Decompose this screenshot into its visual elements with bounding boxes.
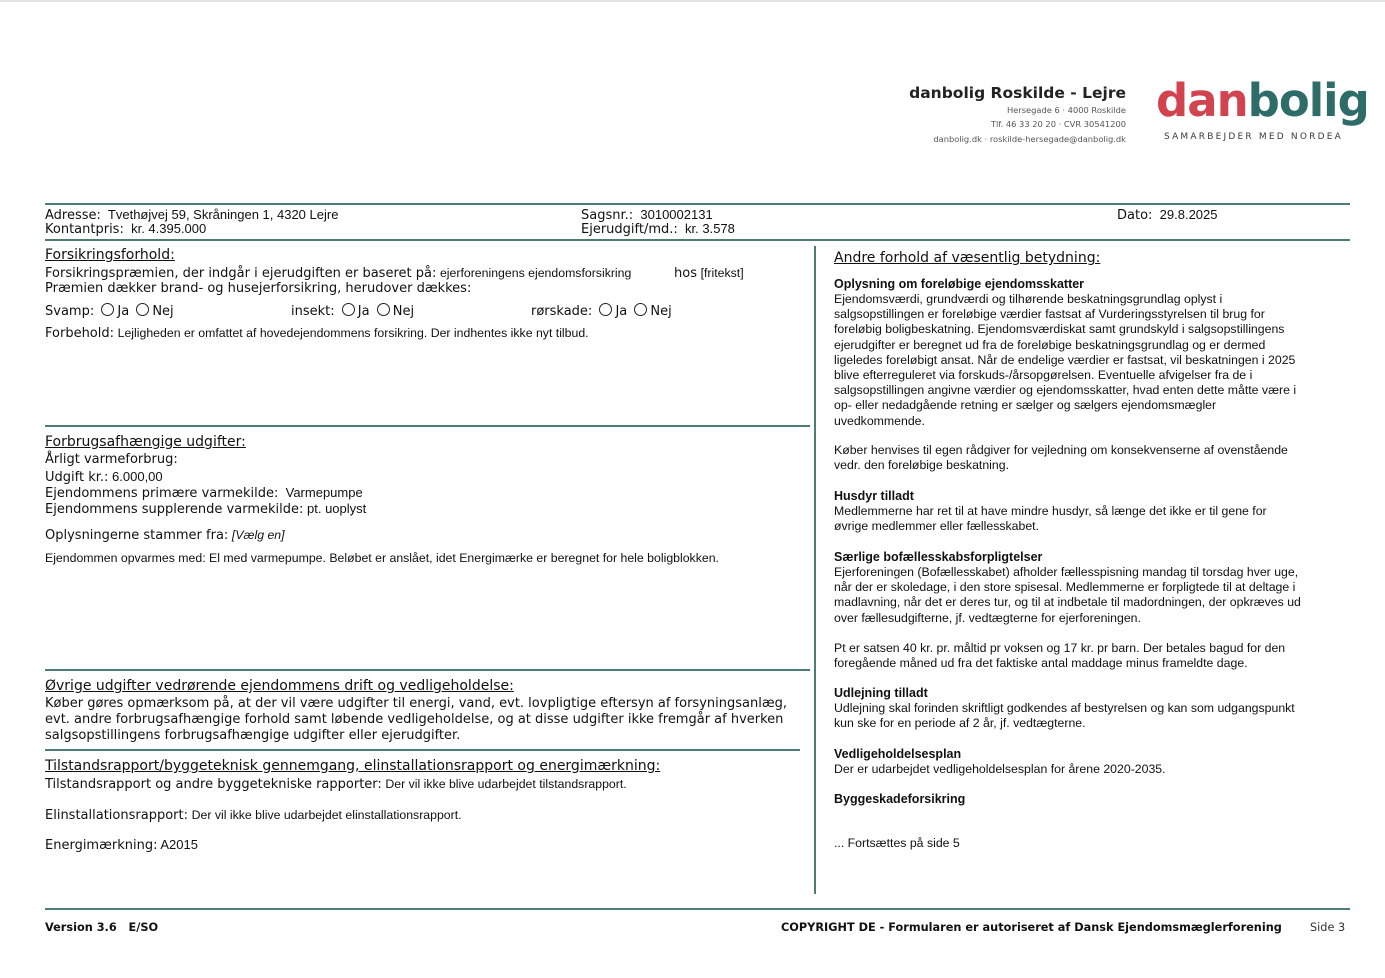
page-number-text: Side 3 [1310,921,1346,934]
tax-line: Ejendomsværdi, grundværdi og tilhørende beskatningsgrundlag oplyst i [834,292,1223,306]
report-row [45,776,627,792]
divider-other-costs [45,749,800,751]
address-value: Tvethøjvej 59, Skråningen 1, 4320 Lejre [107,207,339,222]
tax-line: blive efterreguleret via forskuds-/årsopgørelsen. Eventuelle afvigelser fra de i [834,368,1253,383]
annual-heat-label: Årligt varmeforbrug: [45,452,178,467]
source-select[interactable]: [Vælg en] [231,528,285,542]
maintenance-heading: Vedligeholdelsesplan [834,747,962,761]
cost-value: 6.000,00 [112,469,163,484]
community-heading: Særlige bofællesskabsforpligtelser [834,550,1043,564]
other-costs-title: Øvrige udgifter vedrørende ejendommens drift og vedligeholdelse: [45,678,514,694]
logo-tagline: SAMARBEJDER MED NORDEA [1164,132,1343,142]
coverage-line: Præmien dækker brand- og husejerforsikring, herudover dækkes: [45,281,472,296]
secondary-heat-value: pt. uoplyst [307,501,367,516]
tax-line: salgsopstillingen er foreløbige værdier fastsat af Vurderingsstyrelsen til brug for [834,307,1265,322]
date-row [1117,207,1218,223]
maintenance-line: Der er udarbejdet vedligeholdelsesplan for årene 2020-2035. [834,762,1166,776]
secondary-heat-label: Ejendommens supplerende varmekilde: [45,502,304,517]
office-name: danbolig Roskilde - Lejre [909,84,1126,102]
owner-cost-row [581,221,735,237]
office-web-email: danbolig.dk · roskilde-hersegade@danbolig.dk [933,134,1126,144]
office-phone-cvr: Tlf. 46 33 20 20 · CVR 30541200 [990,119,1126,129]
condition-title: Tilstandsrapport/byggeteknisk gennemgang, elinstallationsrapport og energimærkning: [45,758,661,774]
energy-label: Energimærkning: [45,838,158,853]
community-line: madlavning, når det er deres tur, og til at indbetale til madordningen, der opkræves ud [834,595,1301,610]
insekt-group [291,303,414,319]
insekt-yes-label: Ja [357,304,370,319]
other-costs-line-3: salgsopstillingens forbrugsafhængige udgifter eller ejerudgifter. [45,728,461,743]
primary-heat-row [45,485,363,501]
office-address: Hersegade 6 · 4000 Roskilde [1006,105,1126,115]
divider-consumption [45,669,810,671]
rorskade-no-label: Nej [650,304,672,319]
case-value: 3010002131 [640,207,713,222]
logo-dan: dan [1156,74,1248,127]
svamp-no-label: Nej [152,304,174,319]
energy-value: A2015 [160,837,198,852]
heating-label: Ejendommen opvarmes med: [45,551,206,565]
danbolig-logo [1156,74,1369,127]
top-border [0,0,1385,2]
copyright-notice: COPYRIGHT DE - Formularen er autoriseret af Dansk Ejendomsmæglerforening [781,921,1282,934]
svamp-label: Svamp: [45,304,95,319]
consumption-title: Forbrugsafhængige udgifter: [45,434,246,450]
hos-label: hos [674,266,697,281]
case-label: Sagsnr.: [581,208,634,223]
insurance-title: Forsikringsforhold: [45,247,175,263]
rate-line: foregående måned ud fra det faktiske antal maddage minus frameldte dage. [834,656,1248,671]
date-label: Dato: [1117,208,1153,223]
source-label: Oplysningerne stammer fra: [45,528,229,543]
community-line: når der er skoledage, i den store spisesal. Medlemmerne er forpligtede til at deltage i [834,580,1296,595]
date-value: 29.8.2025 [1159,207,1218,222]
primary-heat-value: Varmepumpe [285,485,363,500]
insekt-label: insekt: [291,304,335,319]
rorskade-yes-label: Ja [615,304,628,319]
rental-heading: Udlejning tilladt [834,686,928,700]
insekt-yes-radio[interactable] [342,303,355,316]
cost-label: Udgift kr.: [45,470,109,485]
heating-row [45,551,719,565]
tax-line: op- eller nedadgående retning er sælger og sælgers ejendomsmægler [834,398,1217,413]
hos-value: [fritekst] [700,266,744,280]
rorskade-yes-radio[interactable] [599,303,612,316]
price-label: Kontantpris: [45,222,124,237]
rental-paragraph [834,701,1344,731]
divider-top [45,203,1350,205]
community-line: over fællesudgifterne, jf. vedtægterne for ejerforeningen. [834,610,1141,625]
primary-heat-label: Ejendommens primære varmekilde: [45,486,279,501]
rate-line: Pt er satsen 40 kr. pr. måltid pr voksen og 17 kr. pr barn. Der betales bagud for den [834,641,1286,655]
tax-line: salgsopstillingen angivne værdier og ejendomsskatter, hvad enten dette måtte være i [834,383,1297,398]
rorskade-group [531,303,672,319]
other-costs-line-2: evt. andre forbrugsafhængige forhold samt løbende vedligeholdelse, og at disse udgifter ikke fremgår af hverken [45,712,784,727]
svamp-yes-label: Ja [117,304,130,319]
damage-insurance-heading: Byggeskadeforsikring [834,792,966,806]
divider-footer [45,908,1350,910]
el-report-label: Elinstallationsrapport: [45,808,188,823]
advisor-line: vedr. den foreløbige beskatning. [834,458,1010,473]
svamp-group [45,303,174,319]
rorskade-no-radio[interactable] [634,303,647,316]
divider-info [45,239,1350,241]
cost-row [45,469,163,485]
other-costs-line-1: Køber gøres opmærksom på, at der vil være udgifter til energi, vand, evt. lovpligtige eftersyn af forsyningsanlæg, [45,696,787,711]
advisor-line: Køber henvises til egen rådgiver for vejledning om konsekvenserne af ovenstående [834,443,1288,457]
tax-line: foreløbig boligbeskatning. Ejendomsværdiskat samt grundskyld i salgsopstillingens [834,322,1285,337]
pets-line: øvrige medlemmer eller fællesskabet. [834,519,1040,534]
tax-paragraph [834,292,1344,429]
community-paragraph [834,565,1344,626]
version-label: Version 3.6 E/SO [45,921,159,934]
reservation-label: Forbehold: [45,326,114,341]
pets-paragraph [834,504,1344,534]
el-report-row [45,807,462,823]
price-row [45,221,206,237]
rorskade-label: rørskade: [531,304,593,319]
rental-line: kun ske for en periode af 2 år, jf. vedtægterne. [834,716,1086,731]
insekt-no-label: Nej [392,304,415,319]
other-matters-title: Andre forhold af væsentlig betydning: [834,250,1101,266]
premium-value: ejerforeningens ejendomsforsikring [439,266,632,280]
tax-line: ligeledes foreløbigt ansat. Når de endelige værdier er fastsat, vil beskatningen i 2025 [834,352,1296,367]
svamp-no-radio[interactable] [136,303,149,316]
secondary-heat-row [45,501,366,517]
rate-paragraph [834,641,1344,671]
el-report-value: Der vil ikke blive udarbejdet elinstallationsrapport. [191,808,462,822]
insurer-row [674,265,744,281]
address-label: Adresse: [45,208,101,223]
column-divider [814,246,816,894]
page-number [1310,921,1345,934]
pets-heading: Husdyr tilladt [834,489,914,503]
logo-bolig: bolig [1247,74,1369,127]
pets-line: Medlemmerne har ret til at have mindre husdyr, så længe det ikke er til gene for [834,504,1267,518]
tax-line: uvedkommende. [834,413,925,428]
premium-row [45,265,631,281]
report-value: Der vil ikke blive udarbejdet tilstandsrapport. [385,777,627,791]
tax-heading: Oplysning om foreløbige ejendomsskatter [834,277,1085,291]
heating-value: El med varmepumpe. Beløbet er anslået, idet Energimærke er beregnet for hele boligblokken. [209,551,719,565]
continued-note: ... Fortsættes på side 5 [834,836,960,850]
energy-row [45,837,198,853]
source-row [45,527,285,543]
rental-line: Udlejning skal forinden skriftligt godkendes af bestyrelsen og kan som udgangspunkt [834,701,1295,715]
owner-cost-value: kr. 3.578 [685,221,735,236]
svamp-yes-radio[interactable] [101,303,114,316]
price-value: kr. 4.395.000 [131,221,207,236]
premium-label: Forsikringspræmien, der indgår i ejerudgiften er baseret på: [45,266,437,281]
reservation-row [45,325,589,341]
divider-insurance [45,425,810,427]
owner-cost-label: Ejerudgift/md.: [581,222,678,237]
report-label: Tilstandsrapport og andre byggetekniske rapporter: [45,777,382,792]
community-line: Ejerforeningen (Bofællesskabet) afholder fællesspisning mandag til torsdag hver uge, [834,565,1299,579]
advisor-paragraph [834,443,1344,473]
insekt-no-radio[interactable] [377,303,390,316]
reservation-value: Lejligheden er omfattet af hovedejendommens forsikring. Der indhentes ikke nyt tilbud. [117,326,589,340]
tax-line: ejerudgifter er beregnet ud fra de foreløbige beskatningsgrundlag og er dermed [834,337,1266,352]
